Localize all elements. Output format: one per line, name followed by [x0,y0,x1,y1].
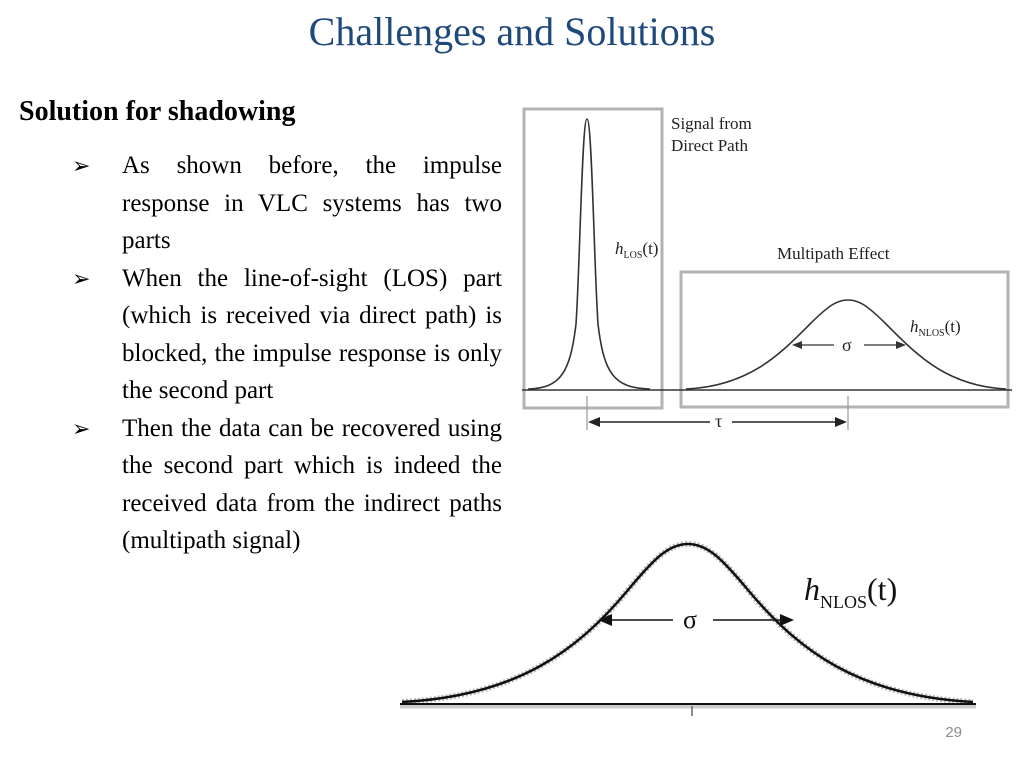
sigma-label: σ [683,605,698,634]
signal-label: Signal from Direct Path [671,114,752,155]
page-number: 29 [945,724,962,741]
section-heading: Solution for shadowing [19,96,296,127]
impulse-response-figure [520,104,1014,436]
bullet-text: As shown before, the impulse response in VLC systems has two parts [122,152,502,254]
h-los-label: $h_{LOS}(t)$ [615,239,659,261]
arrow-bullet-icon: ➢ [72,415,91,441]
slide-title: Challenges and Solutions [308,9,716,54]
multipath-label: Multipath Effect [777,244,890,263]
bullet-item [72,147,502,260]
bullet-item [72,260,502,410]
nlos-enlarged-figure [398,530,978,720]
h-nlos-label: $h_{NLOS}(t)$ [804,571,898,612]
arrow-bullet-icon: ➢ [72,153,91,178]
bullet-list [72,147,502,560]
tau-label: τ [715,411,723,431]
bullet-text: When the line-of-sight (LOS) part (which is received via direct path) is blocked, the impulse response is only the second part [122,264,502,404]
sigma-label: σ [842,335,852,355]
arrow-bullet-icon: ➢ [72,265,91,291]
h-nlos-label: $h_{NLOS}(t)$ [910,317,961,339]
bullet-text: Then the data can be recovered using the second part which is indeed the received data from the indirect paths (multipath signal) [122,414,502,554]
